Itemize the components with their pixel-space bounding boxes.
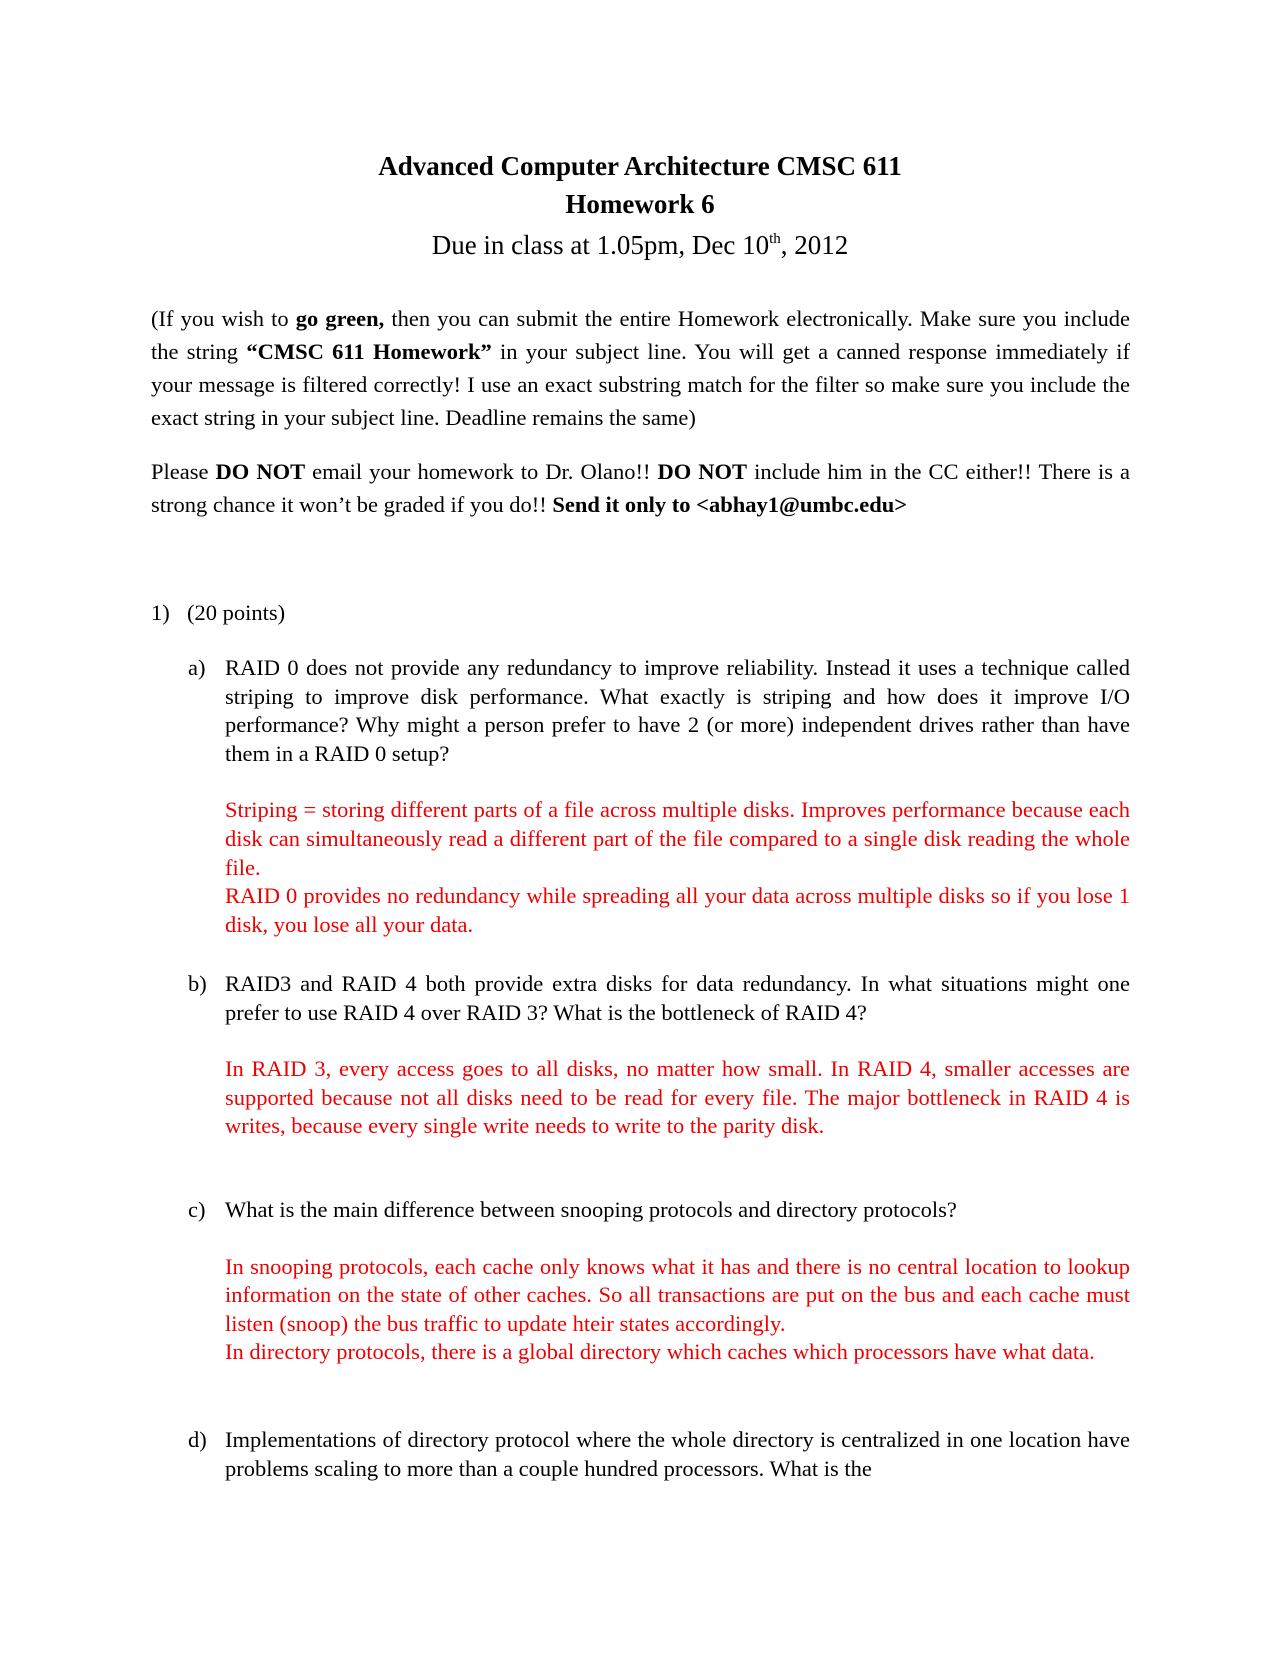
answer-text: In directory protocols, there is a global directory which caches which processors have what data. [225,1339,1095,1365]
question-1b [188,970,1130,1141]
homework-title: Homework 6 [565,189,715,219]
course-title: Advanced Computer Architecture CMSC 611 [378,151,902,181]
answer-text: Striping = storing different parts of a file across multiple disks. Improves performance because each disk can simultaneously read a different part of the file compared to a single disk reading the whole file. [225,797,1130,880]
question-1c [188,1196,1130,1367]
email-instructions: Please DO NOT email your homework to Dr. Olano!! DO NOT include him in the CC either!! There is a strong chance it won’t be graded if you do!! Send it only to <abhay1@umbc.edu> [151,459,1130,517]
question-text: Implementations of directory protocol where the whole directory is centralized in one location have problems scaling to more than a couple hundred processors. What is the [225,1427,1130,1481]
part-letter: d) [188,1427,207,1452]
question-text: RAID 0 does not provide any redundancy to improve reliability. Instead it uses a technique called striping to improve disk performance. What exactly is striping and how does it improve I/O performance? Why might a person prefer to have 2 (or more) independent drives rather than have them in a RAID 0 setup? [225,655,1130,766]
part-letter: c) [188,1197,206,1222]
answer-text: In snooping protocols, each cache only knows what it has and there is no central location to lookup information on the state of other caches. So all transactions are put on the bus and each cache must listen (snoop) the bus traffic to update hteir states accordingly. [225,1253,1130,1336]
due-date: Due in class at 1.05pm, Dec 10th, 2012 [431,230,849,260]
answer-text: In RAID 3, every access goes to all disks, no matter how small. In RAID 4, smaller accesses are supported because not all disks need to be read for every file. The major bottleneck in RAID 4 is writes, because every single write needs to write to the parity disk. [225,1056,1130,1139]
part-letter: a) [188,655,206,680]
question-text: What is the main difference between snooping protocols and directory protocols? [225,1197,957,1222]
answer-text: RAID 0 provides no redundancy while spreading all your data across multiple disks so if you lose 1 disk, you lose all your data. [225,883,1130,937]
question-1-heading: 1) (20 points) [151,600,286,625]
question-1d [188,1426,1130,1483]
question-text: RAID3 and RAID 4 both provide extra disks for data redundancy. In what situations might one prefer to use RAID 4 over RAID 3? What is the bottleneck of RAID 4? [225,971,1130,1025]
question-1a [188,654,1130,939]
part-letter: b) [188,971,207,996]
intro-paragraph: (If you wish to go green, then you can submit the entire Homework electronically. Make sure you include the string “CMSC 611 Homework” in your subject line. You will get a canned response immediately if your message is filtered correctly! I use an exact substring match for the filter so make sure you include the exact string in your subject line. Deadline remains the same) [151,306,1130,430]
